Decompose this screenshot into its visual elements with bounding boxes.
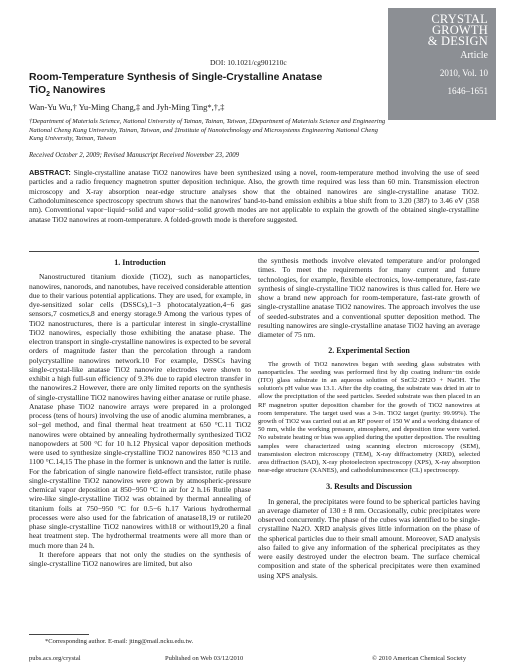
left-column bbox=[29, 257, 251, 568]
footer-published-date: Published on Web 03/12/2010 bbox=[165, 655, 244, 662]
abstract bbox=[29, 168, 479, 224]
footer-copyright: © 2010 American Chemical Society bbox=[372, 655, 467, 662]
journal-name-line2: GROWTH bbox=[431, 23, 488, 37]
journal-banner bbox=[388, 8, 496, 120]
results-paragraph-1: In general, the precipitates were found to be spherical particles having an average diameter of 130 ± 8 nm. Occasionally, cubic precipitates were observed concurrently. The phase of the cubes was identified to be single-crystalline Na2O. XRD analysis gives little information on the phase of the spherical particles due to their small amount. Moreover, SAD analysis also failed to give any information of the spherical precipitates as they were easily destroyed under the electron beam. The surface chemical composition and state of the spherical precipitates were then examined using XPS analysis. bbox=[258, 496, 480, 580]
intro-continued-paragraph: the synthesis methods involve elevated temperature and/or prolonged times. To meet the requirements for many current and future technologies, for example, flexible electronics, low-temperature, fast-rate synthesis of single-crystalline TiO2 nanowires is thus called for. Here we show a brand new approach for room-temperature, fast-rate growth of single-crystalline anatase TiO2 nanowires. The approach involves the use of seeded-substrates and a conventional sputter deposition method. The resulting nanowires are single-crystalline anatase TiO2 having an average diameter of 75 nm. bbox=[258, 256, 480, 339]
section-heading-introduction: 1. Introduction bbox=[114, 258, 166, 267]
intro-paragraph-1: Nanostructured titanium dioxide (TiO2), such as nanoparticles, nanowires, nanorods, and nanotubes, have received considerable attention due to their various potential applications. They are used, for example, in dye-sensitized solar cells (DSSCs),1−3 photocatalyzation,4−6 gas sensors,7 cosmetics,8 and energy storage.9 Among the various types of TiO2 nanostructures, there is a particular interest in single-crystalline TiO2 nanowires, especially those exhibiting the anatase phase. The electron transport in single-crystalline nanowires is expected to be several orders of magnitude faster than the percolation through a random polycrystalline nanowires network.10 For example, DSSCs having single-crystal-like anatase TiO2 nanowire electrodes were shown to exhibit a high full-sun efficiency of 9.3% due to rapid electron transfer in the nanowires.2 However, there are only limited reports on the synthesis of single-crystalline TiO2 nanowires having either anatase or rutile phase. Anatase phase TiO2 nanowire arrays were prepared in a prolonged process (tens of hours) involving the use of anodic alumina membranes, a sol−gel method, and final thermal heat treatment at 650 °C.11 TiO2 nanowires were obtained by annealing hydrothermally synthesized TiO2 nanopowders at 500 °C for 10 h.12 Physical vapor deposition methods were used to synthesize single-crystalline TiO2 nanowires 850 °C13 and 1100 °C.14,15 The phase in the former is unknown and the latter is rutile. For the fabrication of single nanowire field-effect transistor, rutile phase single-crystalline TiO2 nanowires were grown by atmospheric-pressure chemical vapor deposition at 850−950 °C in air for 2 h.16 Rutile phase wire-like single-crystalline TiO2 was obtained by thermal annealing of titanium foils at 750−950 °C for 0.5−6 h.17 Various hydrothermal processes were also used for the fabrication of anatase18,19 or rutile20 phase single-crystalline TiO2 nanowires with18 or without19,20 a final heat treatment step. The hydrothermal treatments were all more than or much more than 24 h. bbox=[29, 272, 252, 550]
doi[interactable]: DOI: 10.1021/cg901210c bbox=[210, 58, 287, 67]
authors: Wan-Yu Wu,† Yu-Ming Chang,‡ and Jyh-Ming Ting*,†,‡ bbox=[29, 102, 225, 112]
footer-journal-url[interactable]: pubs.acs.org/crystal bbox=[29, 655, 81, 662]
abstract-label: ABSTRACT: bbox=[29, 168, 71, 177]
experimental-paragraph: The growth of TiO2 nanowires began with seeding glass substrates with nanoparticles. The seeding was performed first by dip coating indium−tin oxide (ITO) glass substrate in an aqueous solution of SnCl2·2H2O + NaOH. The solution's pH value was 13.1. After the dip coating, the substrate was dried in air to allow the precipitation of the seed particles. Seeded substrate was then placed in an RF magnetron sputter deposition chamber for the growth of TiO2 nanowires at room temperature. The target used was a 3-in. TiO2 target (purity: 99.99%). The growth of TiO2 was carried out at an RF power of 150 W and a working distance of 50 mm, while the working pressure, atmosphere, and deposition time were varied. No substrate heating or bias was applied during the sputter deposition. The resulting samples were characterized using scanning electron microscopy (SEM), transmission electron microscopy (TEM), X-ray diffractometry (XRD), selected area diffraction (SAD), X-ray photoelectron spectroscopy (XPS), X-ray absorption near-edge structure (XANES), and cathodoluminescence (CL) spectroscopy. bbox=[258, 360, 481, 475]
received-dates: Received October 2, 2009; Revised Manuscript Received November 23, 2009 bbox=[29, 152, 240, 159]
intro-paragraph-2: It therefore appears that not only the studies on the synthesis of single-crystalline TiO2 nanowires are limited, but also bbox=[29, 549, 251, 568]
article-type: Article bbox=[460, 50, 488, 61]
section-heading-experimental: 2. Experimental Section bbox=[328, 346, 410, 356]
corresponding-author-footnote: *Corresponding author. E-mail: jting@mail.ncku.edu.tw. bbox=[45, 638, 194, 645]
section-heading-results: 3. Results and Discussion bbox=[326, 482, 412, 492]
journal-year-volume: 2010, Vol. 10 bbox=[439, 68, 488, 78]
footnote-divider bbox=[29, 634, 89, 635]
right-column bbox=[258, 256, 480, 580]
affiliations: †Department of Materials Science, National University of Tainan, Tainan, Taiwan, ‡Department of Materials Science and Engineering National Cheng Kung University, Tainan, Taiwan, and ‡Institute of Nanotechnology and Microsystems Engineering National Cheng Kung University, Tainan, Taiwan bbox=[29, 118, 386, 143]
abstract-divider bbox=[29, 251, 479, 252]
title-line2: TiO$_2$ Nanowires bbox=[29, 84, 106, 98]
journal-name-line1: CRYSTAL bbox=[431, 12, 488, 26]
abstract-text: Single-crystalline anatase TiO2 nanowires have been synthesized using a novel, room-temperature method involving the use of seed particles and a radio frequency magnetron sputter deposition technique. Also, the growth time required was less than 60 min. Transmission electron microscopy and X-ray absorption near-edge structure analyses show that the obtained nanowires are single-crystalline anatase TiO2. Cathodoluminescence spectroscopy spectrum shows that the nanowires' band-to-band emission exhibits a blue shift from to 3.20 (387) to 3.46 eV (358 nm). Conventional vapor−liquid−solid and vapor−solid−solid growth modes are not applicable to explain the growth of the obtained single-crystalline anatase TiO2 nanowires at room-temperature. A folded-growth mode is therefore suggested. bbox=[29, 168, 479, 224]
title-line1: Room-Temperature Synthesis of Single-Crystalline Anatase bbox=[29, 72, 323, 83]
article-title bbox=[29, 72, 374, 101]
journal-name-line3: & DESIGN bbox=[427, 34, 488, 48]
journal-pages: 1646–1651 bbox=[447, 86, 488, 96]
